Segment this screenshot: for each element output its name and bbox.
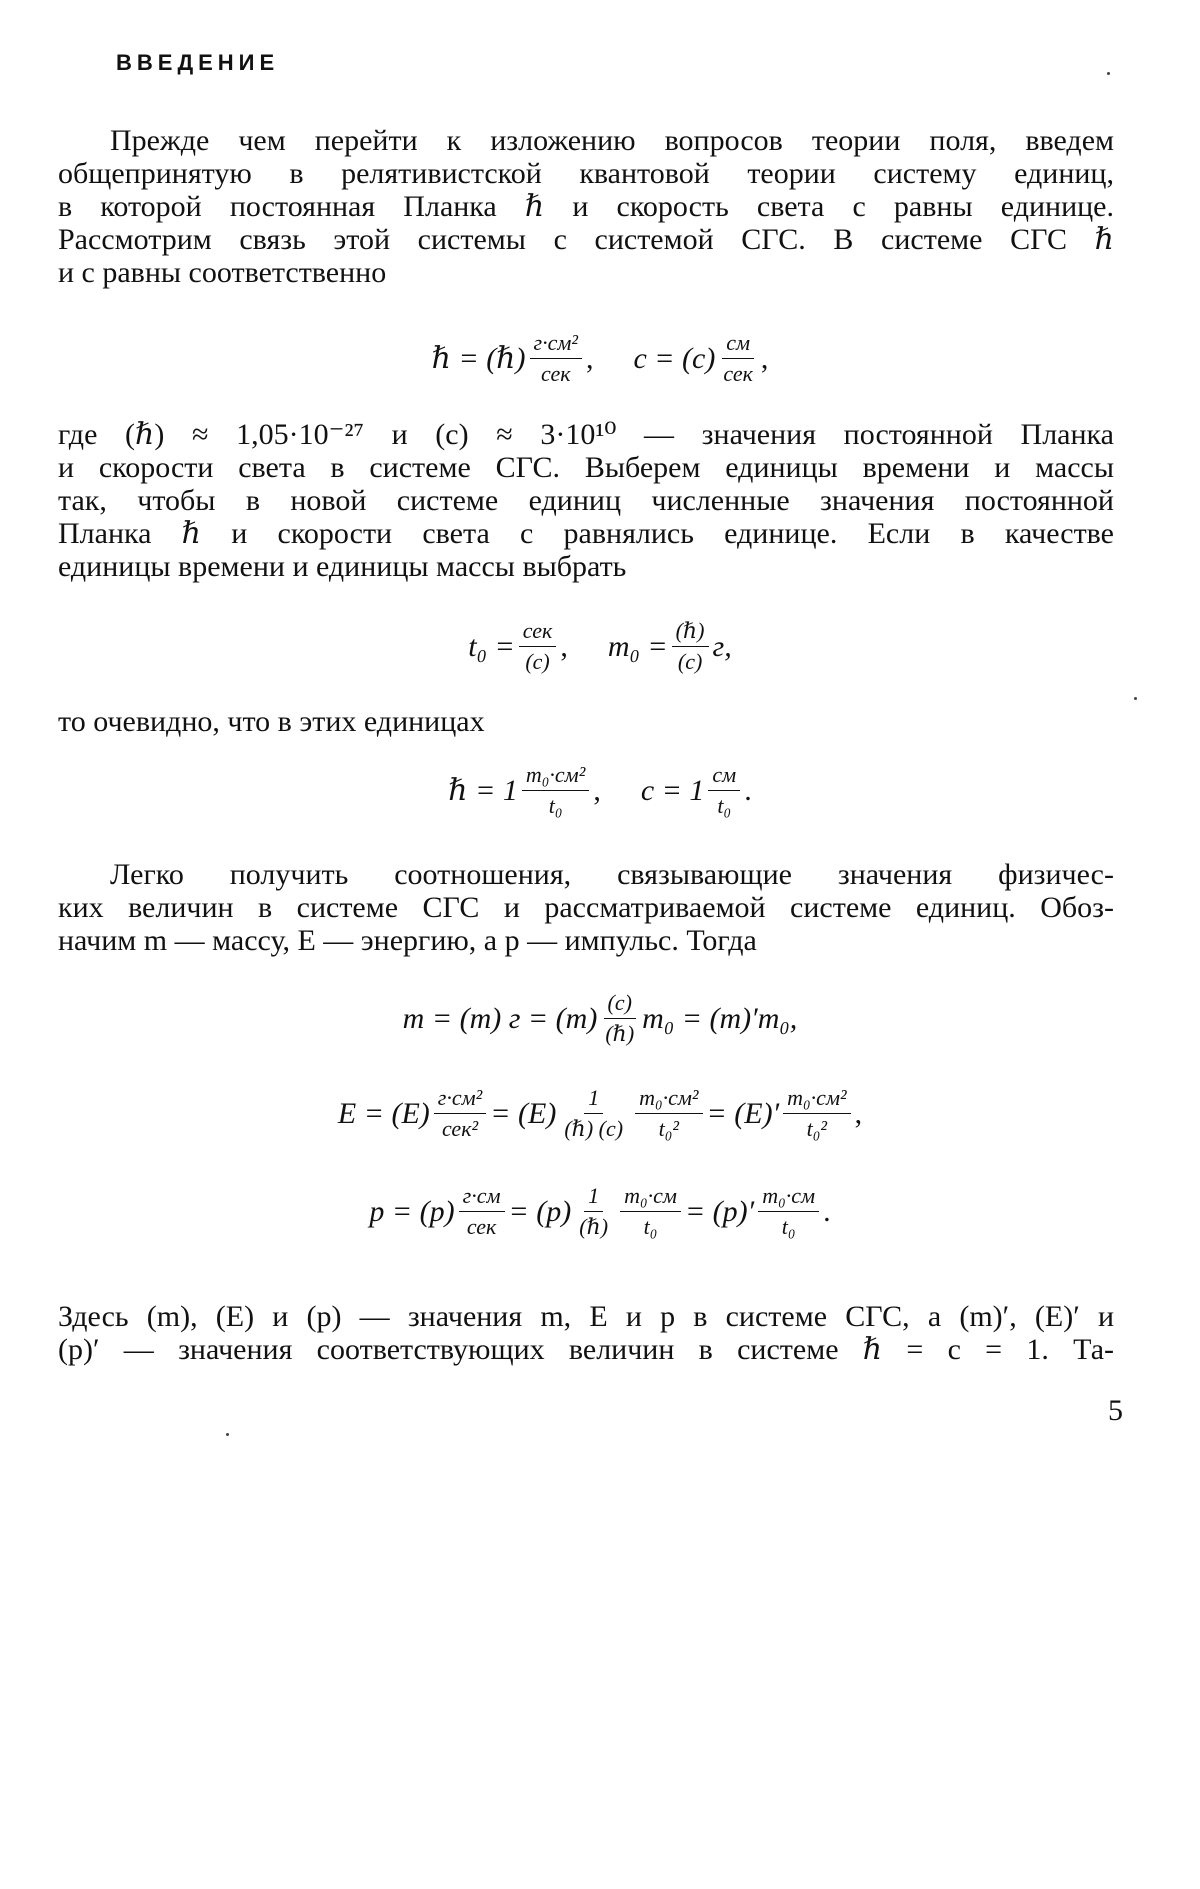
numerator: сек	[519, 618, 557, 647]
fraction	[635, 1085, 702, 1142]
text-line: Здесь (m), (E) и (p) — значения m, E и p в системе СГС, а (m)′, (E)′ и	[58, 1300, 1114, 1333]
numerator: m₀·см²	[783, 1085, 850, 1114]
formula-text: = (E)	[490, 1096, 557, 1130]
formula-text: = (p)′	[684, 1194, 755, 1228]
scan-speck	[1107, 72, 1110, 75]
formula-text: = (p)	[508, 1194, 572, 1228]
denominator: (ℏ)	[605, 1021, 635, 1046]
paragraph-intro	[58, 124, 1114, 289]
text-line: ких величин в системе СГС и рассматриваемой системе единиц. Обоз-	[58, 891, 1114, 924]
fraction	[601, 990, 638, 1047]
fraction	[575, 1183, 612, 1240]
formula-text: ,	[760, 341, 769, 375]
paragraph-relations	[58, 858, 1114, 957]
denominator: t₀	[643, 1214, 658, 1239]
formula-energy	[0, 1085, 1200, 1142]
numerator: см	[722, 330, 754, 359]
fraction	[434, 1085, 486, 1142]
denominator: сек	[540, 361, 571, 386]
fraction	[560, 1085, 627, 1142]
denominator: (c)	[677, 649, 703, 674]
formula-text: m = (m) г = (m)	[402, 1001, 598, 1035]
scan-speck	[226, 1433, 229, 1436]
formula-momentum	[0, 1183, 1200, 1240]
denominator: (ℏ)	[579, 1214, 609, 1239]
fraction	[719, 330, 757, 387]
formula-text: ,	[854, 1096, 863, 1130]
text-line: единицы времени и единицы массы выбрать	[58, 550, 627, 583]
formula-text: г,	[712, 629, 732, 663]
formula-text: ℏ = (ℏ)	[431, 342, 526, 375]
fraction	[783, 1085, 850, 1142]
numerator: m₀·см²	[635, 1085, 702, 1114]
formula-text: .	[744, 773, 752, 807]
chapter-heading: ВВЕДЕНИЕ	[116, 50, 280, 75]
numerator: m₀·см	[758, 1183, 819, 1212]
page-number: 5	[1108, 1394, 1123, 1427]
fraction	[519, 618, 557, 675]
paragraph-obvious	[58, 705, 1114, 738]
denominator: t₀	[717, 793, 732, 818]
formula-natural-units	[0, 762, 1200, 819]
denominator: сек	[723, 361, 753, 386]
formula-units	[0, 618, 1200, 675]
denominator: t₀²	[658, 1116, 679, 1141]
text-line: и скорости света в системе СГС. Выберем единицы времени и массы	[58, 451, 1114, 484]
numerator: m₀·см²	[522, 762, 589, 791]
text-line: Легко получить соотношения, связывающие значения физичес-	[110, 858, 1114, 891]
formula-planck-light	[0, 330, 1200, 387]
text-line: (p)′ — значения соответствующих величин в системе ℏ = c = 1. Та-	[58, 1333, 1114, 1366]
denominator: (ℏ) (c)	[564, 1116, 624, 1141]
text-line: где (ℏ) ≈ 1,05·10⁻²⁷ и (c) ≈ 3·10¹⁰ — значения постоянной Планка	[58, 418, 1114, 451]
formula-text: c = (c)	[633, 341, 716, 375]
formula-mass	[0, 990, 1200, 1047]
denominator: t₀	[781, 1214, 796, 1239]
formula-text: m₀ =	[607, 629, 668, 663]
paragraph-here	[58, 1300, 1114, 1366]
text-line: Рассмотрим связь этой системы с системой СГС. В системе СГС ℏ	[58, 223, 1114, 256]
text-line: то очевидно, что в этих единицах	[58, 705, 485, 738]
text-line: и c равны соответственно	[58, 256, 387, 289]
fraction	[459, 1183, 505, 1240]
numerator: г·см	[459, 1183, 505, 1212]
text-line: так, чтобы в новой системе единиц численные значения постоянной	[58, 484, 1114, 517]
text-line: Прежде чем перейти к изложению вопросов теории поля, введем	[110, 124, 1114, 157]
formula-text: ,	[593, 773, 601, 807]
fraction	[708, 762, 740, 819]
numerator: (ℏ)	[672, 618, 709, 647]
numerator: 1	[584, 1183, 603, 1212]
formula-text: m₀ = (m)′m₀,	[642, 1001, 798, 1035]
denominator: сек²	[441, 1116, 479, 1141]
numerator: г·см²	[530, 330, 582, 359]
formula-text: = (E)′	[706, 1096, 780, 1130]
formula-text: p = (p)	[369, 1194, 455, 1228]
text-line: в которой постоянная Планка ℏ и скорость света c равны единице.	[58, 190, 1114, 223]
fraction	[620, 1183, 681, 1240]
numerator: г·см²	[434, 1085, 486, 1114]
denominator: t₀	[548, 793, 563, 818]
formula-text: ,	[560, 629, 568, 663]
formula-text: E = (E)	[337, 1096, 430, 1130]
numerator: см	[708, 762, 740, 791]
numerator: m₀·см	[620, 1183, 681, 1212]
denominator: (c)	[525, 649, 550, 674]
formula-text: ,	[585, 341, 594, 375]
formula-text: c = 1	[640, 773, 705, 807]
formula-text: .	[823, 1194, 831, 1228]
text-line: начим m — массу, E — энергию, а p — импульс. Тогда	[58, 924, 757, 957]
fraction	[672, 618, 709, 675]
text-line: Планка ℏ и скорости света c равнялись единице. Если в качестве	[58, 517, 1114, 550]
denominator: t₀²	[806, 1116, 828, 1141]
formula-text: t₀ =	[468, 629, 515, 663]
numerator: (c)	[604, 990, 636, 1019]
numerator: 1	[584, 1085, 603, 1114]
fraction	[758, 1183, 819, 1240]
fraction	[530, 330, 582, 387]
scan-speck	[1134, 697, 1137, 700]
formula-text: ℏ = 1	[448, 774, 518, 807]
text-line: общепринятую в релятивистской квантовой теории систему единиц,	[58, 157, 1114, 190]
denominator: сек	[466, 1214, 497, 1239]
paragraph-values	[58, 418, 1114, 583]
fraction	[522, 762, 589, 819]
